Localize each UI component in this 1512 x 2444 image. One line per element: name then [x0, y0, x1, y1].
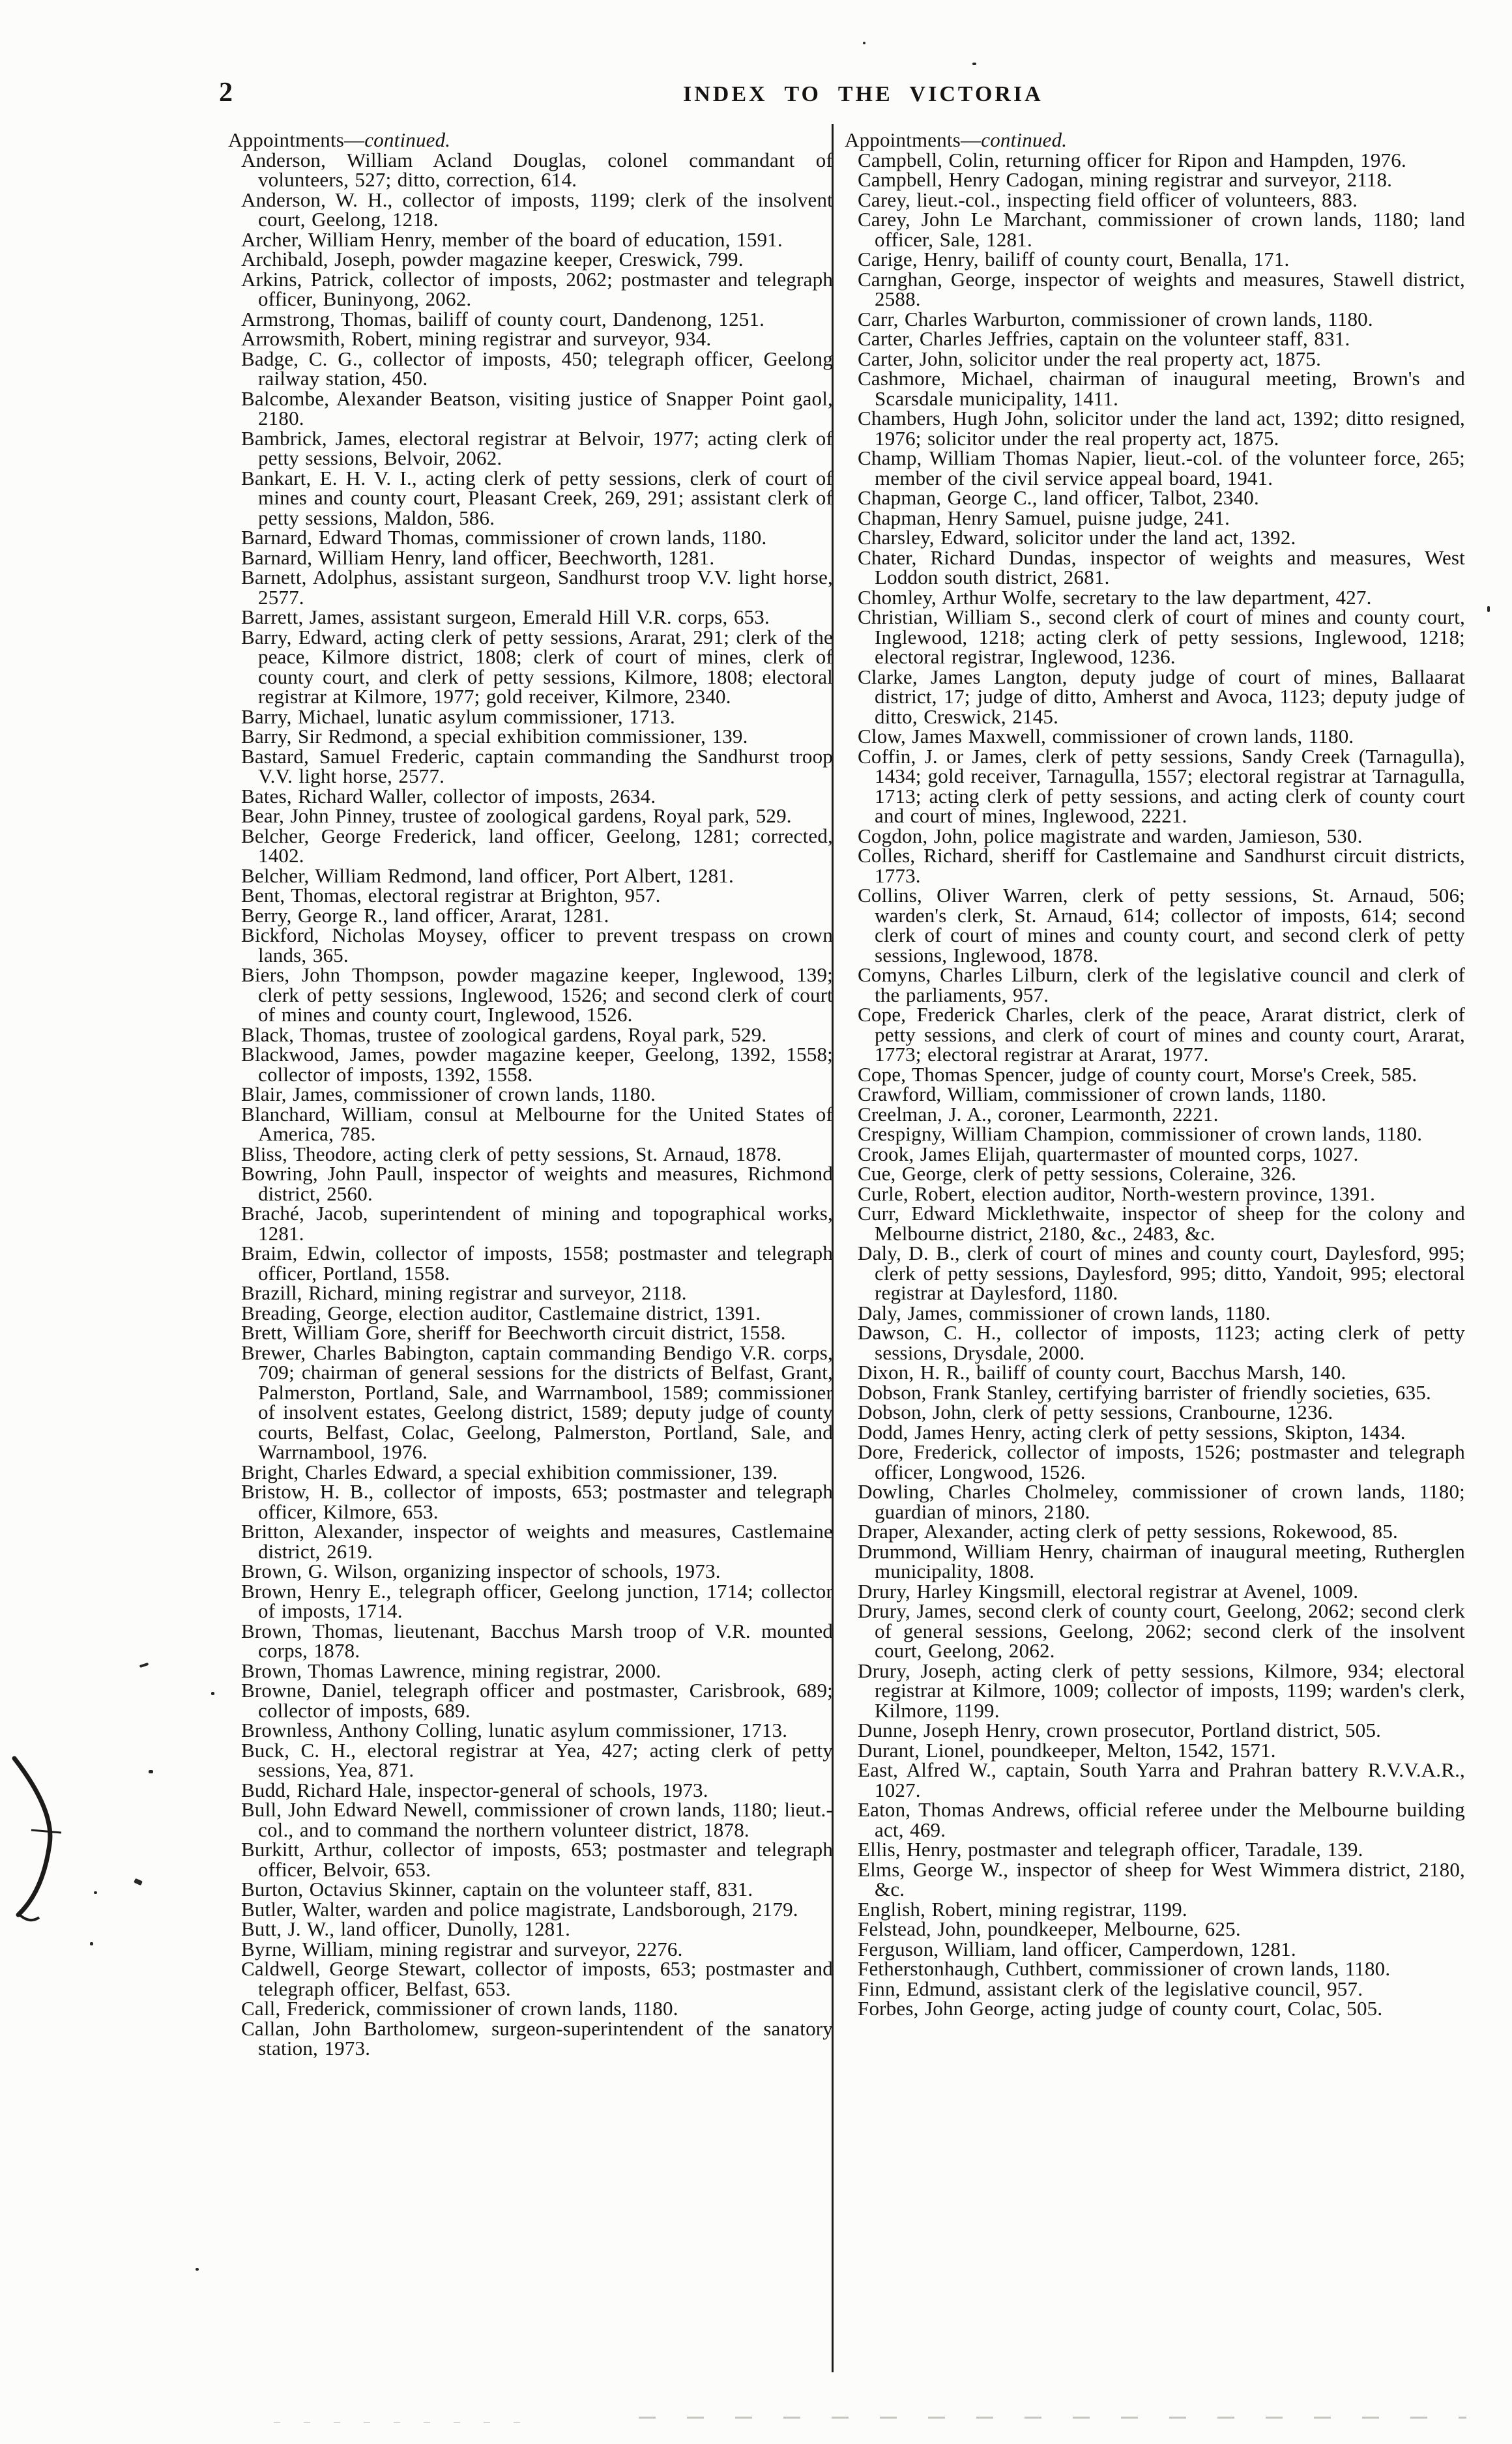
index-entry: Brown, Thomas Lawrence, mining registrar, 2000. — [241, 1659, 662, 1682]
index-entry: Carige, Henry, bailiff of county court, Benalla, 171. — [858, 248, 1290, 270]
heading-section-label: Appointments— — [228, 128, 365, 151]
index-column-right — [845, 130, 1465, 2019]
index-entry: Bowring, John Paull, inspector of weights and measures, Richmond district, 2560. — [241, 1162, 833, 1205]
index-entry: Brazill, Richard, mining registrar and surveyor, 2118. — [241, 1281, 687, 1304]
index-entry: Forbes, John George, acting judge of county court, Colac, 505. — [858, 1997, 1383, 2020]
column-heading-left — [228, 130, 833, 151]
index-entry: Fetherstonhaugh, Cuthbert, commissioner of crown lands, 1180. — [858, 1957, 1391, 1980]
index-entry: Dore, Frederick, collector of imposts, 1526; postmaster and telegraph officer, Longwood, 1526. — [858, 1440, 1465, 1483]
index-entry: Carr, Charles Warburton, commissioner of crown lands, 1180. — [858, 307, 1373, 330]
index-entry: Bull, John Edward Newell, commissioner of crown lands, 1180; lieut.-col., and to command the northern volunteer district, 1878. — [241, 1798, 833, 1841]
heading-section-label: Appointments— — [845, 128, 981, 151]
index-entry: Charsley, Edward, solicitor under the land act, 1392. — [858, 526, 1296, 549]
index-entry: Bent, Thomas, electoral registrar at Brighton, 957. — [241, 884, 661, 907]
index-entry: Budd, Richard Hale, inspector-general of schools, 1973. — [241, 1778, 708, 1801]
index-entry: Clow, James Maxwell, commissioner of crown lands, 1180. — [858, 725, 1354, 748]
index-entry: Brownless, Anthony Colling, lunatic asylum commissioner, 1713. — [241, 1719, 788, 1741]
index-entry: East, Alfred W., captain, South Yarra and Prahran battery R.V.V.A.R., 1027. — [858, 1758, 1465, 1801]
index-entry: Bambrick, James, electoral registrar at Belvoir, 1977; acting clerk of petty sessions, Belvoir, 2062. — [241, 426, 833, 469]
index-entry: Barry, Michael, lunatic asylum commissioner, 1713. — [241, 705, 675, 728]
index-entry: Durant, Lionel, poundkeeper, Melton, 1542, 1571. — [858, 1738, 1276, 1762]
index-entry: Clarke, James Langton, deputy judge of court of mines, Ballaarat district, 17; judge of ditto, Amherst and Avoca, 1123; deputy judge of ditto, Creswick, 2145. — [858, 665, 1465, 728]
heading-continued-label: continued. — [981, 128, 1068, 151]
index-entry: Dowling, Charles Cholmeley, commissioner of crown lands, 1180; guardian of minors, 2180. — [858, 1480, 1465, 1523]
index-entry: Biers, John Thompson, powder magazine keeper, Inglewood, 139; clerk of petty sessions, Inglewood, 1526; and second clerk of court of mines and county court, Inglewood, 1526. — [241, 963, 833, 1026]
index-entry: Call, Frederick, commissioner of crown lands, 1180. — [241, 1997, 678, 2020]
index-entry: Brett, William Gore, sheriff for Beechworth circuit district, 1558. — [241, 1321, 786, 1344]
index-entry: Bates, Richard Waller, collector of imposts, 2634. — [241, 784, 656, 807]
index-entry: Brown, G. Wilson, organizing inspector of schools, 1973. — [241, 1560, 721, 1582]
index-entry: Butler, Walter, warden and police magistrate, Landsborough, 2179. — [241, 1897, 798, 1921]
index-entry: Comyns, Charles Lilburn, clerk of the legislative council and clerk of the parliaments, 957. — [858, 963, 1465, 1006]
index-entry: Carter, Charles Jeffries, captain on the volunteer staff, 831. — [858, 327, 1350, 350]
index-entry: Dobson, John, clerk of petty sessions, Cranbourne, 1236. — [858, 1401, 1333, 1423]
index-entry: Anderson, William Acland Douglas, colonel commandant of volunteers, 527; ditto, correction, 614. — [241, 148, 833, 191]
index-entry: Bickford, Nicholas Moysey, officer to prevent trespass on crown lands, 365. — [241, 924, 833, 967]
index-entry: Butt, J. W., land officer, Dunolly, 1281. — [241, 1917, 571, 1940]
index-entry: Christian, William S., second clerk of court of mines and county court, Inglewood, 1218; acting clerk of petty sessions, Inglewood, 1218; electoral registrar, Inglewood, 1236. — [858, 605, 1465, 668]
index-entry: Cope, Thomas Spencer, judge of county court, Morse's Creek, 585. — [858, 1062, 1418, 1086]
index-entry: Callan, John Bartholomew, surgeon-superintendent of the sanatory station, 1973. — [241, 2016, 833, 2059]
index-entry: Bankart, E. H. V. I., acting clerk of petty sessions, clerk of court of mines and county court, Pleasant Creek, 269, 291; assistant clerk of petty sessions, Maldon, 586. — [241, 466, 833, 529]
index-entry: Draper, Alexander, acting clerk of petty sessions, Rokewood, 85. — [858, 1520, 1398, 1543]
index-entry: Drury, Harley Kingsmill, electoral registrar at Avenel, 1009. — [858, 1579, 1359, 1603]
index-entry: Archibald, Joseph, powder magazine keeper, Creswick, 799. — [241, 248, 744, 270]
index-entry: Arrowsmith, Robert, mining registrar and surveyor, 934. — [241, 327, 712, 350]
index-entry: Carey, lieut.-col., inspecting field officer of volunteers, 883. — [858, 188, 1358, 211]
scan-speck — [90, 1942, 93, 1945]
scan-speck — [1487, 606, 1490, 612]
index-entry: Barnett, Adolphus, assistant surgeon, Sandhurst troop V.V. light horse, 2577. — [241, 566, 833, 609]
index-entry: Bear, John Pinney, trustee of zoological gardens, Royal park, 529. — [241, 804, 792, 827]
index-entry: Ferguson, William, land officer, Camperdown, 1281. — [858, 1937, 1296, 1960]
index-entry: Byrne, William, mining registrar and surveyor, 2276. — [241, 1937, 683, 1960]
scan-speck — [134, 1878, 143, 1885]
index-entry: Blair, James, commissioner of crown lands, 1180. — [241, 1083, 656, 1105]
scan-edge-noise — [639, 2417, 1466, 2419]
index-entry: Chomley, Arthur Wolfe, secretary to the law department, 427. — [858, 585, 1372, 609]
index-entry: Armstrong, Thomas, bailiff of county court, Dandenong, 1251. — [241, 307, 765, 330]
index-entry: Dixon, H. R., bailiff of county court, Bacchus Marsh, 140. — [858, 1361, 1346, 1384]
index-entry: Carnghan, George, inspector of weights and measures, Stawell district, 2588. — [858, 267, 1465, 310]
index-entry: Brown, Thomas, lieutenant, Bacchus Marsh troop of V.R. mounted corps, 1878. — [241, 1619, 833, 1662]
index-entry: Dawson, C. H., collector of imposts, 1123; acting clerk of petty sessions, Drysdale, 2000. — [858, 1321, 1465, 1364]
index-entry: Black, Thomas, trustee of zoological gardens, Royal park, 529. — [241, 1023, 767, 1046]
index-entry: Carter, John, solicitor under the real property act, 1875. — [858, 347, 1322, 370]
scan-speck — [94, 1891, 97, 1894]
index-entry: Daly, D. B., clerk of court of mines and county court, Daylesford, 995; clerk of petty sessions, Daylesford, 995; ditto, Yandoit, 995; electoral registrar at Daylesford, 1180. — [858, 1242, 1465, 1304]
index-entry: Dobson, Frank Stanley, certifying barrister of friendly societies, 635. — [858, 1380, 1431, 1404]
index-entry: Creelman, J. A., coroner, Learmonth, 2221. — [858, 1102, 1219, 1126]
entry-list-left — [228, 148, 833, 2059]
column-heading-right — [845, 130, 1465, 151]
entry-list-right — [845, 148, 1465, 2020]
index-entry: Bright, Charles Edward, a special exhibition commissioner, 139. — [241, 1460, 778, 1483]
index-entry: Cue, George, clerk of petty sessions, Coleraine, 326. — [858, 1162, 1297, 1185]
heading-continued-label: continued. — [364, 128, 451, 151]
index-entry: Elms, George W., inspector of sheep for West Wimmera district, 2180, &c. — [858, 1857, 1465, 1900]
index-entry: Braim, Edwin, collector of imposts, 1558; postmaster and telegraph officer, Portland, 1558. — [241, 1242, 833, 1285]
index-entry: Crespigny, William Champion, commissioner of crown lands, 1180. — [858, 1122, 1423, 1145]
index-entry: Britton, Alexander, inspector of weights and measures, Castlemaine district, 2619. — [241, 1520, 833, 1563]
index-entry: Breading, George, election auditor, Castlemaine district, 1391. — [241, 1301, 761, 1324]
pen-stroke-artifact — [8, 1753, 66, 1929]
index-entry: Collins, Oliver Warren, clerk of petty sessions, St. Arnaud, 506; warden's clerk, St. Arnaud, 614; collector of imposts, 614; second clerk of court of mines and county court, and second clerk of petty sessions, Inglewood, 1878. — [858, 884, 1465, 967]
index-entry: Balcombe, Alexander Beatson, visiting justice of Snapper Point gaol, 2180. — [241, 386, 833, 429]
index-entry: Drury, Joseph, acting clerk of petty sessions, Kilmore, 934; electoral registrar at Kilmore, 1009; collector of imposts, 1199; warden's clerk, Kilmore, 1199. — [858, 1659, 1465, 1722]
index-entry: Badge, C. G., collector of imposts, 450; telegraph officer, Geelong railway station, 450. — [241, 347, 833, 390]
index-entry: Barnard, William Henry, land officer, Beechworth, 1281. — [241, 546, 715, 569]
index-column-left — [228, 130, 833, 2059]
index-entry: Barnard, Edward Thomas, commissioner of crown lands, 1180. — [241, 526, 767, 549]
index-entry: Burton, Octavius Skinner, captain on the volunteer staff, 831. — [241, 1878, 753, 1900]
index-entry: Drummond, William Henry, chairman of inaugural meeting, Rutherglen municipality, 1808. — [858, 1539, 1465, 1582]
index-entry: Eaton, Thomas Andrews, official referee under the Melbourne building act, 469. — [858, 1798, 1465, 1841]
index-entry: Barry, Edward, acting clerk of petty sessions, Ararat, 291; clerk of the peace, Kilmore district, 1808; clerk of court of mines, clerk of county court, and clerk of petty sessions, Kilmore, 1808; electoral registrar at Kilmore, 1977; gold receiver, Kilmore, 2340. — [241, 625, 833, 708]
index-entry: Dodd, James Henry, acting clerk of petty sessions, Skipton, 1434. — [858, 1420, 1406, 1444]
index-entry: Curle, Robert, election auditor, North-western province, 1391. — [858, 1182, 1376, 1205]
scan-speck — [196, 2268, 199, 2271]
scan-speck — [211, 1692, 214, 1695]
index-entry: Chambers, Hugh John, solicitor under the land act, 1392; ditto resigned, 1976; solicitor under the real property act, 1875. — [858, 407, 1465, 450]
index-entry: Belcher, William Redmond, land officer, Port Albert, 1281. — [241, 864, 734, 887]
index-entry: Caldwell, George Stewart, collector of imposts, 653; postmaster and telegraph officer, Belfast, 653. — [241, 1957, 833, 2000]
index-entry: Browne, Daniel, telegraph officer and postmaster, Carisbrook, 689; collector of imposts, 689. — [241, 1679, 833, 1722]
scan-speck — [149, 1770, 153, 1773]
index-entry: Buck, C. H., electoral registrar at Yea, 427; acting clerk of petty sessions, Yea, 871. — [241, 1738, 833, 1781]
index-entry: Berry, George R., land officer, Ararat, 1281. — [241, 903, 609, 927]
scan-edge-noise — [274, 2422, 521, 2423]
index-entry: Drury, James, second clerk of county court, Geelong, 2062; second clerk of general sessions, Geelong, 2062; second clerk of the insolvent court, Geelong, 2062. — [858, 1599, 1465, 1662]
index-entry: Daly, James, commissioner of crown lands, 1180. — [858, 1301, 1271, 1324]
index-entry: Barry, Sir Redmond, a special exhibition commissioner, 139. — [241, 725, 748, 748]
index-entry: Dunne, Joseph Henry, crown prosecutor, Portland district, 505. — [858, 1719, 1382, 1741]
index-entry: Arkins, Patrick, collector of imposts, 2062; postmaster and telegraph officer, Buninyong, 2062. — [241, 267, 833, 310]
scan-speck — [863, 42, 865, 44]
index-entry: Brown, Henry E., telegraph officer, Geelong junction, 1714; collector of imposts, 1714. — [241, 1579, 833, 1622]
index-entry: Ellis, Henry, postmaster and telegraph officer, Taradale, 139. — [858, 1838, 1363, 1861]
index-entry: Chater, Richard Dundas, inspector of weights and measures, West Loddon south district, 2681. — [858, 546, 1465, 589]
index-entry: Chapman, Henry Samuel, puisne judge, 241. — [858, 506, 1230, 529]
index-entry: English, Robert, mining registrar, 1199. — [858, 1897, 1187, 1921]
scan-speck — [139, 1663, 149, 1668]
index-entry: Burkitt, Arthur, collector of imposts, 653; postmaster and telegraph officer, Belvoir, 653. — [241, 1838, 833, 1881]
index-entry: Carey, John Le Marchant, commissioner of crown lands, 1180; land officer, Sale, 1281. — [858, 208, 1465, 251]
index-entry: Cogdon, John, police magistrate and warden, Jamieson, 530. — [858, 824, 1363, 847]
scan-speck — [972, 63, 976, 65]
index-entry: Felstead, John, poundkeeper, Melbourne, 625. — [858, 1917, 1241, 1940]
index-entry: Braché, Jacob, superintendent of mining and topographical works, 1281. — [241, 1202, 833, 1245]
index-entry: Blanchard, William, consul at Melbourne for the United States of America, 785. — [241, 1102, 833, 1145]
index-entry: Champ, William Thomas Napier, lieut.-col. of the volunteer force, 265; member of the civil service appeal board, 1941. — [858, 446, 1465, 489]
index-entry: Brewer, Charles Babington, captain commanding Bendigo V.R. corps, 709; chairman of general sessions for the districts of Belfast, Grant, Palmerston, Portland, Sale, and Warrnambool, 1589; commissioner of insolvent estates, Geelong district, 1589; deputy judge of county courts, Belfast, Colac, Geelong, Palmerston, Portland, Sale, and Warrnambool, 1976. — [241, 1341, 833, 1463]
index-entry: Colles, Richard, sheriff for Castlemaine and Sandhurst circuit districts, 1773. — [858, 844, 1465, 887]
index-entry: Cope, Frederick Charles, clerk of the peace, Ararat district, clerk of petty sessions, and clerk of court of mines and county court, Ararat, 1773; electoral registrar at Ararat, 1977. — [858, 1003, 1465, 1066]
index-entry: Crawford, William, commissioner of crown lands, 1180. — [858, 1083, 1327, 1105]
index-entry: Bastard, Samuel Frederic, captain commanding the Sandhurst troop V.V. light horse, 2577. — [241, 744, 833, 787]
page-title: INDEX TO THE VICTORIA — [683, 82, 1043, 106]
page-number: 2 — [219, 78, 233, 108]
index-entry: Bristow, H. B., collector of imposts, 653; postmaster and telegraph officer, Kilmore, 653. — [241, 1480, 833, 1523]
index-entry: Archer, William Henry, member of the board of education, 1591. — [241, 227, 783, 251]
index-entry: Finn, Edmund, assistant clerk of the legislative council, 957. — [858, 1977, 1363, 2000]
index-entry: Cashmore, Michael, chairman of inaugural meeting, Brown's and Scarsdale municipality, 1411. — [858, 367, 1465, 410]
index-entry: Belcher, George Frederick, land officer, Geelong, 1281; corrected, 1402. — [241, 824, 833, 867]
index-entry: Chapman, George C., land officer, Talbot, 2340. — [858, 486, 1259, 509]
index-entry: Bliss, Theodore, acting clerk of petty sessions, St. Arnaud, 1878. — [241, 1142, 782, 1165]
index-entry: Coffin, J. or James, clerk of petty sessions, Sandy Creek (Tarnagulla), 1434; gold receiver, Tarnagulla, 1557; electoral registrar at Tarnagulla, 1713; acting clerk of petty sessions, and acting clerk of county court and court of mines, Inglewood, 2221. — [858, 744, 1465, 827]
index-entry: Barrett, James, assistant surgeon, Emerald Hill V.R. corps, 653. — [241, 605, 770, 628]
index-entry: Blackwood, James, powder magazine keeper, Geelong, 1392, 1558; collector of imposts, 1392, 1558. — [241, 1043, 833, 1086]
index-entry: Campbell, Henry Cadogan, mining registrar and surveyor, 2118. — [858, 168, 1393, 191]
index-entry: Curr, Edward Micklethwaite, inspector of sheep for the colony and Melbourne district, 2180, &c., 2483, &c. — [858, 1202, 1465, 1245]
index-entry: Campbell, Colin, returning officer for Ripon and Hampden, 1976. — [858, 148, 1406, 171]
index-entry: Crook, James Elijah, quartermaster of mounted corps, 1027. — [858, 1142, 1359, 1165]
index-entry: Anderson, W. H., collector of imposts, 1199; clerk of the insolvent court, Geelong, 1218. — [241, 188, 833, 231]
